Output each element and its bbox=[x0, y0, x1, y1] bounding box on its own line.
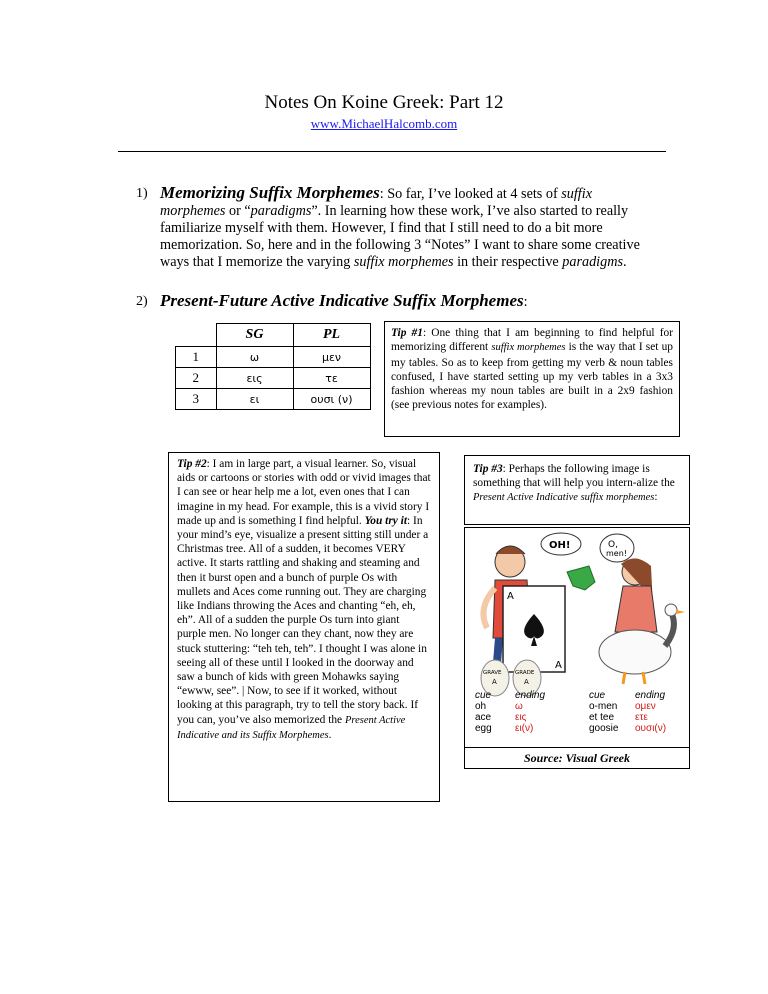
section-1-paragraph: Memorizing Suffix Morphemes: So far, I’ve looked at 4 sets of suffix morphemes or “paradigms”. In learning how these work, I’ve also started to really familiarize myself with them. However, I find that I still need to do a bit more memorization. So, here and in the following 3 “Notes” I want to share some creative ways that I memorize the varying suffix morphemes in their respective paradigms. bbox=[160, 183, 640, 270]
speech-bubble-omen bbox=[600, 534, 634, 562]
svg-text:A: A bbox=[555, 660, 562, 671]
sg-cell: ω bbox=[216, 347, 293, 368]
svg-text:men!: men! bbox=[606, 549, 627, 558]
section-2-heading-line: Present-Future Active Indicative Suffix Morphemes: bbox=[160, 291, 528, 310]
tip-1-label: Tip #1 bbox=[391, 327, 423, 339]
speech-bubble-oh bbox=[541, 533, 581, 555]
table-row bbox=[176, 347, 371, 368]
table-header-row bbox=[176, 324, 371, 347]
svg-text:O,: O, bbox=[608, 540, 618, 550]
svg-text:A: A bbox=[507, 591, 514, 602]
right-cue-list: cue ending o-men ομεν et tee ετε goosie ουσι(ν) bbox=[589, 690, 667, 734]
tip-3-label: Tip #3 bbox=[473, 463, 503, 475]
sg-cell: εις bbox=[216, 368, 293, 389]
svg-text:A: A bbox=[492, 678, 497, 686]
svg-text:GRAVE: GRAVE bbox=[483, 670, 502, 676]
person-cell: 3 bbox=[176, 389, 217, 410]
visual-greek-image bbox=[464, 527, 690, 769]
svg-text:GRADE: GRADE bbox=[515, 670, 535, 676]
website-link[interactable]: www.MichaelHalcomb.com bbox=[310, 116, 458, 131]
image-caption: Source: Visual Greek bbox=[465, 747, 689, 768]
person-cell: 2 bbox=[176, 368, 217, 389]
green-hair-shape bbox=[567, 566, 595, 590]
table-row bbox=[176, 368, 371, 389]
sg-cell: ει bbox=[216, 389, 293, 410]
section-1-number: 1) bbox=[136, 186, 148, 201]
tip-2-box: Tip #2: I am in large part, a visual learner. So, visual aids or cartoons or stories with odd or vivid images that I can see or hear help me a lot, even ones that I can imagine in my head. For example, this is a vivid story I made up and is something I find helpful. You try it: In your mind’s eye, visualize a present sitting still under a Christmas tree. All of a sudden, it becomes VERY active. It starts rattling and shaking and steaming and then it burst open and a bunch of purple Os with mullets and Aces come running out. They are charging like Indians throwing the Aces and chanting “eh, eh, eh”. All of a sudden the purple Os turn into giant purple men. No longer can they chant, now they are stuck stuttering: “teh teh, teh”. I thought I was alone in seeing all of these until I looked in the doorway and saw a bunch of kids with green Mohawks saying “ewww, see”. | Now, to see if it worked, without looking at this paragraph, try to tell the story back. If you can, you’ve also memorized the Present Active Indicative and its Suffix Morphemes. bbox=[168, 452, 440, 802]
woman-on-goose bbox=[599, 558, 685, 684]
section-1-heading: Memorizing Suffix Morphemes bbox=[160, 183, 380, 202]
svg-text:OH!: OH! bbox=[549, 540, 571, 551]
divider bbox=[118, 151, 666, 152]
tip-3-box: Tip #3: Perhaps the following image is something that will help you intern-alize the Present Active Indicative suffix morphemes: bbox=[464, 455, 690, 525]
suffix-morpheme-table bbox=[175, 323, 371, 410]
header-pl: PL bbox=[293, 324, 370, 347]
pl-cell: τε bbox=[293, 368, 370, 389]
left-cue-list: cue ending oh ω ace εις egg ει(ν) bbox=[475, 690, 546, 734]
tip-1-box: Tip #1: One thing that I am beginning to find helpful for memorizing different suffix morphemes is the way that I set up my tables. So as to keep from getting my verb & noun tables confused, I have started setting up my verb tables in a 3x3 fashion whereas my noun tables are built in a 2x9 fashion (see previous notes for examples). bbox=[384, 321, 680, 437]
section-2-heading: Present-Future Active Indicative Suffix Morphemes bbox=[160, 291, 524, 310]
pl-cell: μεν bbox=[293, 347, 370, 368]
person-cell: 1 bbox=[176, 347, 217, 368]
svg-text:A: A bbox=[524, 678, 529, 686]
tip-2-label: Tip #2 bbox=[177, 458, 207, 470]
table-row bbox=[176, 389, 371, 410]
ace-card bbox=[503, 586, 565, 672]
pl-cell: ουσι (ν) bbox=[293, 389, 370, 410]
header-sg: SG bbox=[216, 324, 293, 347]
page-title: Notes On Koine Greek: Part 12 bbox=[264, 92, 504, 113]
section-2-number: 2) bbox=[136, 294, 148, 309]
